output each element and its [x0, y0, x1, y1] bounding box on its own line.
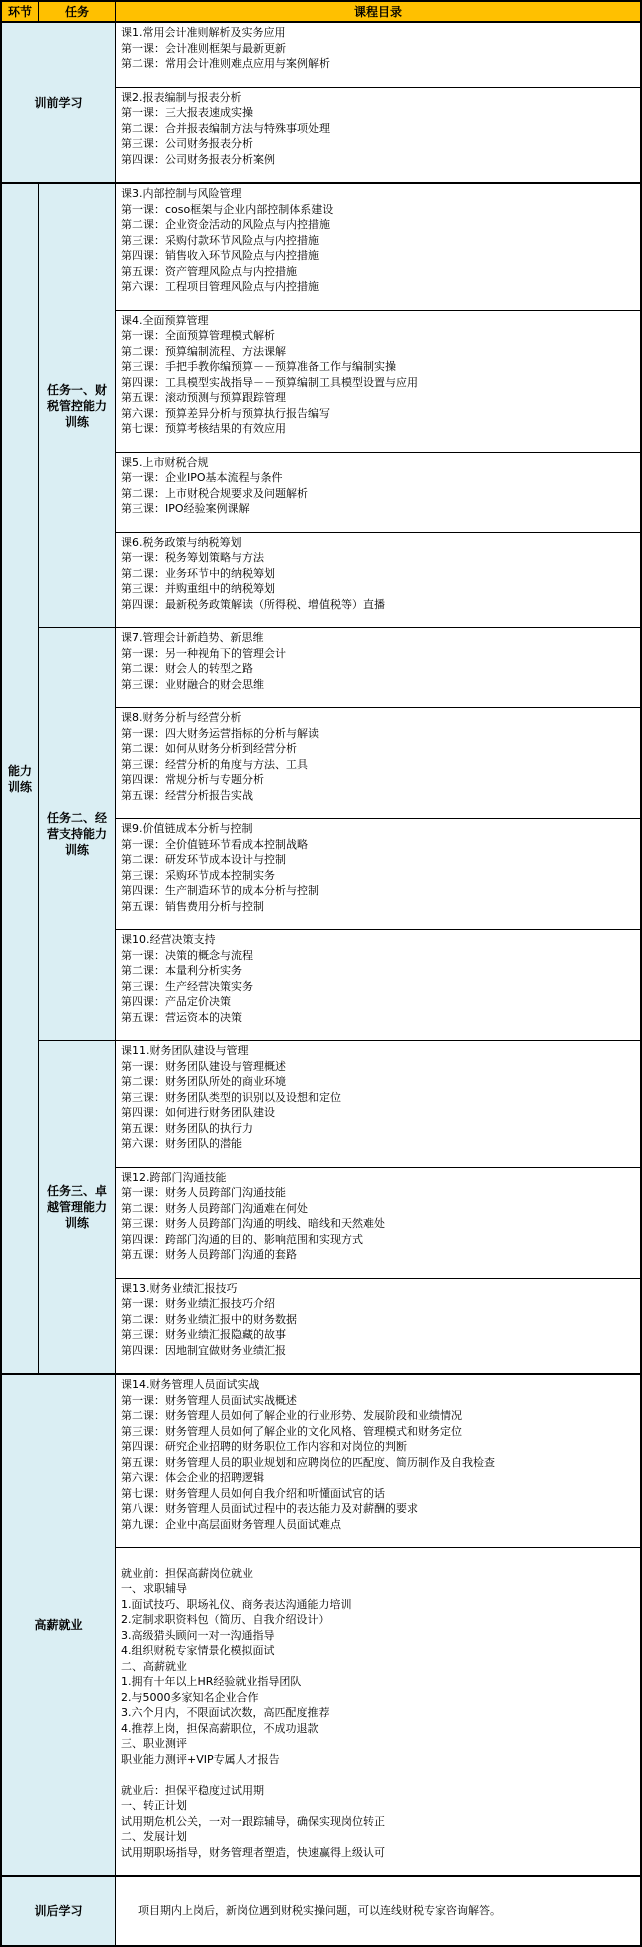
course-line: 第二课：财务业绩汇报中的财务数据: [121, 1312, 297, 1326]
course-cell: [116, 23, 640, 88]
course-line: 第六课：预算差异分析与预算执行报告编写: [121, 406, 330, 420]
course-line: 第三课：财务管理人员如何了解企业的文化风格、管理模式和财务定位: [121, 1424, 462, 1438]
course-line: 第三课：公司财务报表分析: [121, 137, 253, 150]
course-line: 第九课：企业中高层面财务管理人员面试难点: [121, 1517, 341, 1531]
course-line: 三、职业测评: [121, 1737, 187, 1750]
course-line: 第四课：最新税务政策解读（所得税、增值税等）直播: [121, 597, 385, 611]
course-line: 第一课：企业IPO基本流程与条件: [121, 471, 283, 484]
task-cell-2: 任务二、经营支持能力训练: [39, 628, 116, 1040]
course-line: 一、求职辅导: [121, 1582, 187, 1595]
tasks-pre-training: [116, 23, 640, 182]
course-line: 课11.财务团队建设与管理: [121, 1044, 249, 1057]
course-line: 第一课：税务筹划策略与方法: [121, 551, 264, 564]
course-cell: [116, 1548, 640, 1875]
course-line: 试用期危机公关，一对一跟踪辅导，确保实现岗位转正: [121, 1814, 385, 1828]
course-line: 第四课：销售收入环节风险点与内控措施: [121, 249, 319, 262]
course-line: 第八课：财务管理人员面试过程中的表达能力及对薪酬的要求: [121, 1502, 418, 1515]
course-line: 1.拥有十年以上HR经验就业指导团队: [121, 1675, 302, 1688]
course-line: 第五课：滚动预测与预算跟踪管理: [121, 391, 286, 404]
course-line: 项目期内上岗后，新岗位遇到财税实操问题，可以连线财税专家咨询解答。: [138, 1904, 501, 1918]
header-cell-catalog: 课程目录: [353, 5, 402, 19]
course-line: 4.推荐上岗，担保高薪职位，不成功退款: [121, 1721, 319, 1735]
course-cell: [116, 1279, 640, 1374]
course-line: 第五课：财务团队的执行力: [121, 1121, 253, 1135]
course-line: 第一课：三大报表速成实操: [121, 106, 253, 119]
stage-cell-employment: 高薪就业: [2, 1375, 116, 1875]
course-line: 课5.上市财税合规: [121, 455, 209, 469]
course-line: 第一课：决策的概念与流程: [121, 948, 253, 962]
course-line: 第四课：工具模型实战指导－－预算编制工具模型设置与应用: [121, 375, 418, 389]
course-line: 第三课：生产经营决策实务: [121, 979, 253, 993]
course-line: 第四课：公司财务报表分析案例: [121, 152, 275, 166]
course-line: 第二课：财务人员跨部门沟通难在何处: [121, 1201, 308, 1215]
course-line: 就业前：担保高薪岗位就业: [121, 1566, 253, 1580]
section-ability-training: [2, 184, 640, 1375]
stage-cell-ability-training: 能力训练: [2, 184, 39, 1373]
course-line: 课13.财务业绩汇报技巧: [121, 1281, 238, 1295]
course-cell: [116, 628, 640, 708]
course-line: 第二课：财务团队所处的商业环境: [121, 1075, 286, 1088]
course-line: 第四课：如何进行财务团队建设: [121, 1106, 275, 1119]
header-cell-task: 任务: [39, 2, 116, 21]
courses: [116, 23, 640, 182]
course-line: 第一课：财务人员跨部门沟通技能: [121, 1186, 286, 1199]
course-line: 第三课：业财融合的财会思维: [121, 677, 264, 691]
course-line: 第二课：预算编制流程、方法课解: [121, 344, 286, 358]
course-line: 第七课：财务管理人员如何自我介绍和听懂面试官的话: [121, 1486, 385, 1500]
courses: [116, 1375, 640, 1875]
course-line: 第二课：企业资金活动的风险点与内控措施: [121, 218, 330, 231]
courses: [116, 184, 640, 627]
course-line: 课10.经营决策支持: [121, 933, 216, 946]
course-cell: [116, 708, 640, 819]
course-line: 一、转正计划: [121, 1799, 187, 1812]
course-line: 第一课：coso框架与企业内部控制体系建设: [121, 202, 334, 216]
course-line: 第五课：销售费用分析与控制: [121, 899, 264, 913]
course-cell: [116, 184, 640, 311]
course-line: 3.六个月内，不限面试次数，高匹配度推荐: [121, 1706, 330, 1719]
course-line: 第一课：会计准则框架与最新更新: [121, 41, 286, 55]
tasks-employment: [116, 1375, 640, 1875]
course-line: 第一课：另一种视角下的管理会计: [121, 646, 286, 660]
course-line: 第七课：预算考核结果的有效应用: [121, 422, 286, 435]
course-line: 第二课：研发环节成本设计与控制: [121, 853, 286, 866]
section-employment: [2, 1375, 640, 1877]
course-line: 第二课：合并报表编制方法与特殊事项处理: [121, 121, 330, 135]
course-line: 试用期职场指导，财务管理者塑造，快速赢得上级认可: [121, 1845, 385, 1859]
task-row-1: [116, 23, 640, 182]
course-line: 第一课：全价值链环节看成本控制战略: [121, 837, 308, 851]
course-line: 二、发展计划: [121, 1830, 187, 1843]
course-line: 课6.税务政策与纳税筹划: [121, 535, 242, 549]
section-pre-training: [2, 23, 640, 184]
course-line: 二、高薪就业: [121, 1659, 187, 1673]
stage-cell-pre-training: 训前学习: [2, 23, 116, 182]
course-cell: [116, 311, 640, 453]
course-line: 第四课：常规分析与专题分析: [121, 773, 264, 786]
course-line: 第五课：营运资本的决策: [121, 1010, 242, 1024]
task-row-1: [116, 1375, 640, 1875]
courses: [116, 628, 640, 1040]
course-line: 第三课：经营分析的角度与方法、工具: [121, 757, 308, 771]
course-cell: [116, 1375, 640, 1548]
course-line: 第三课：IPO经验案例课解: [121, 502, 250, 515]
course-line: 2.定制求职资料包（简历、自我介绍设计）: [121, 1613, 330, 1626]
course-line: 2.与5000多家知名企业合作: [121, 1690, 259, 1704]
course-line: 第二课：常用会计准则难点应用与案例解析: [121, 57, 330, 70]
course-line: 第二课：上市财税合规要求及问题解析: [121, 486, 308, 500]
task-row-3: [39, 1041, 640, 1373]
course-line: 第三课：采购环节成本控制实务: [121, 868, 275, 882]
course-line: 第三课：财务团队类型的识别以及设想和定位: [121, 1090, 341, 1104]
course-line: 3.高级猎头顾问一对一沟通指导: [121, 1628, 275, 1642]
course-line: 4.组织财税专家情景化模拟面试: [121, 1644, 275, 1657]
course-line: 第三课：并购重组中的纳税筹划: [121, 582, 275, 595]
course-line: 第一课：财务业绩汇报技巧介绍: [121, 1297, 275, 1310]
course-line: 第一课：财务团队建设与管理概述: [121, 1059, 286, 1073]
course-line: 第一课：财务管理人员面试实战概述: [121, 1393, 297, 1407]
course-line: 1.面试技巧、职场礼仪、商务表达沟通能力培训: [121, 1597, 352, 1611]
course-line: 第二课：如何从财务分析到经营分析: [121, 742, 297, 755]
task-row-1: [116, 1877, 640, 1945]
task-cell-1: 任务一、财税管控能力训练: [39, 184, 116, 627]
course-line: 第六课：工程项目管理风险点与内控措施: [121, 280, 319, 293]
course-line: 第三课：财务人员跨部门沟通的明线、暗线和天然难处: [121, 1217, 385, 1230]
course-line: 课7.管理会计新趋势、新思维: [121, 631, 264, 644]
courses: [116, 1041, 640, 1373]
course-line: 第四课：生产制造环节的成本分析与控制: [121, 884, 319, 897]
table-header: [2, 2, 640, 23]
course-cell: [116, 930, 640, 1040]
course-line: 第三课：手把手教你编预算－－预算准备工作与编制实操: [121, 360, 396, 373]
course-line: 第五课：经营分析报告实战: [121, 788, 253, 802]
course-cell: [116, 1168, 640, 1279]
tasks-post-training: [116, 1877, 640, 1945]
header-cell-stage: 环节: [2, 2, 39, 21]
course-line: 第四课：产品定价决策: [121, 995, 231, 1008]
courses: [116, 1877, 640, 1945]
course-line: 课1.常用会计准则解析及实务应用: [121, 26, 286, 39]
task-row-2: [39, 628, 640, 1041]
course-line: [121, 1767, 636, 1783]
task-cell-3: 任务三、卓越管理能力训练: [39, 1041, 116, 1373]
course-line: 课9.价值链成本分析与控制: [121, 822, 253, 835]
course-cell: [116, 453, 640, 533]
course-line: 课14.财务管理人员面试实战: [121, 1378, 260, 1391]
course-line: 第五课：财务管理人员的职业规划和应聘岗位的匹配度、简历制作及自我检查: [121, 1455, 495, 1469]
course-line: 第四课：因地制宜做财务业绩汇报: [121, 1343, 286, 1357]
stage-cell-post-training: 训后学习: [2, 1877, 116, 1945]
tasks-ability-training: [39, 184, 640, 1373]
course-line: 第五课：财务人员跨部门沟通的套路: [121, 1248, 297, 1261]
course-cell: [116, 88, 640, 183]
course-line: 第四课：研究企业招聘的财务职位工作内容和对岗位的判断: [121, 1440, 407, 1453]
course-line: 第六课：体会企业的招聘逻辑: [121, 1471, 264, 1484]
course-line: 课12.跨部门沟通技能: [121, 1170, 227, 1184]
course-line: 第二课：财会人的转型之路: [121, 662, 253, 675]
course-line: 课8.财务分析与经营分析: [121, 711, 242, 724]
course-line: 课4.全面预算管理: [121, 313, 209, 327]
course-cell: [116, 1877, 640, 1945]
course-line: 第三课：采购付款环节风险点与内控措施: [121, 233, 319, 247]
course-line: 第二课：业务环节中的纳税筹划: [121, 566, 275, 580]
course-line: [121, 1550, 636, 1566]
course-line: 第三课：财务业绩汇报隐藏的故事: [121, 1328, 286, 1341]
course-line: 课3.内部控制与风险管理: [121, 187, 242, 200]
course-line: 第一课：全面预算管理模式解析: [121, 329, 275, 342]
course-line: 第四课：跨部门沟通的目的、影响范围和实现方式: [121, 1232, 363, 1246]
course-line: 课2.报表编制与报表分析: [121, 90, 242, 104]
task-row-1: [39, 184, 640, 628]
course-cell: [116, 819, 640, 930]
section-post-training: [2, 1877, 640, 1945]
course-line: 第二课：财务管理人员如何了解企业的行业形势、发展阶段和业绩情况: [121, 1409, 462, 1422]
course-line: 第二课：本量利分析实务: [121, 964, 242, 977]
course-cell: [116, 533, 640, 628]
table-body: [2, 23, 640, 1945]
course-cell: [116, 1041, 640, 1168]
course-line: 职业能力测评+VIP专属人才报告: [121, 1752, 280, 1766]
course-line: 就业后：担保平稳度过试用期: [121, 1783, 264, 1797]
course-line: 第五课：资产管理风险点与内控措施: [121, 264, 297, 278]
course-line: 第六课：财务团队的潜能: [121, 1137, 242, 1150]
course-line: 第一课：四大财务运营指标的分析与解读: [121, 726, 319, 740]
